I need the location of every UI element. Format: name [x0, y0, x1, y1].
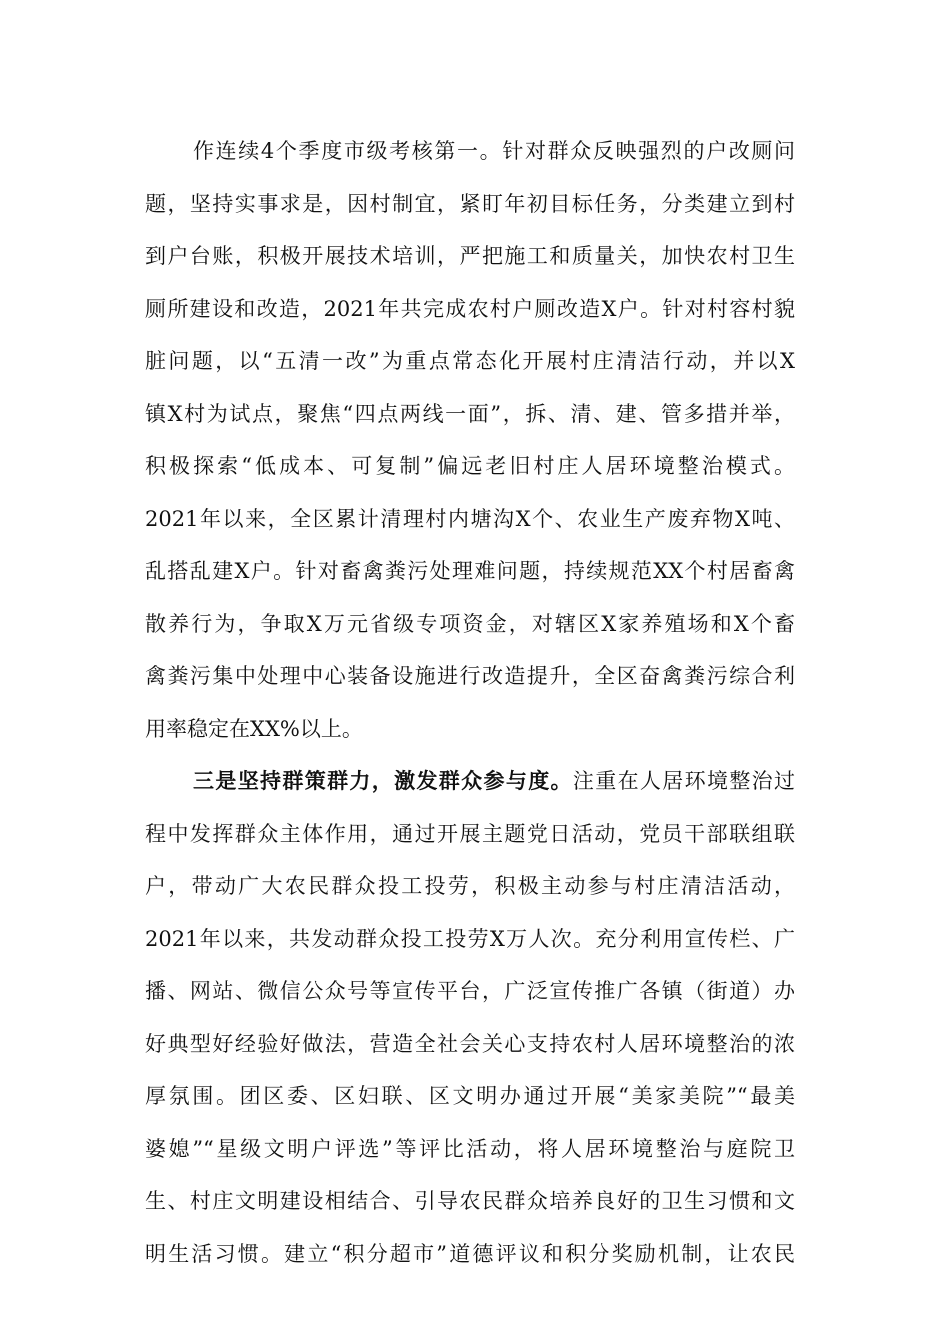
- paragraph-2-line-9: 生、村庄文明建设相结合、引导农民群众培养良好的卫生习惯和文: [145, 1189, 795, 1213]
- paragraph-1-line-5: 脏问题，以“五清一改”为重点常态化开展村庄清洁行动，并以X: [145, 349, 795, 373]
- paragraph-2-line-8: 婆媳”“星级文明户评选”等评比活动，将人居环境整治与庭院卫: [145, 1137, 795, 1161]
- paragraph-1-line-4: 厕所建设和改造，2021年共完成农村户厕改造X户。针对村容村貌: [145, 297, 795, 321]
- paragraph-1-line-12: 用率稳定在XX%以上。: [145, 717, 363, 741]
- paragraph-2-line-4: 2021年以来，共发动群众投工投劳X万人次。充分利用宣传栏、广: [145, 927, 795, 951]
- paragraph-1-line-1: 作连续4个季度市级考核第一。针对群众反映强烈的户改厕问: [193, 139, 795, 163]
- paragraph-2-line-1: [193, 761, 795, 801]
- paragraph-1-line-7: 积极探索“低成本、可复制”偏远老旧村庄人居环境整治模式。: [145, 454, 795, 478]
- paragraph-2-line-5: 播、网站、微信公众号等宣传平台，广泛宣传推广各镇（街道）办: [145, 979, 795, 1003]
- paragraph-1-line-9: 乱搭乱建X户。针对畜禽粪污处理难问题，持续规范XX个村居畜禽: [145, 559, 795, 583]
- paragraph-1-line-11: 禽粪污集中处理中心装备设施进行改造提升，全区奋禽粪污综合利: [145, 664, 795, 688]
- paragraph-1-line-3: 到户台账，积极开展技术培训，严把施工和质量关，加快农村卫生: [145, 244, 795, 268]
- paragraph-1-line-2: 题，坚持实事求是，因村制宜，紧盯年初目标任务，分类建立到村: [145, 192, 795, 216]
- paragraph-2-line-7: 厚氛围。团区委、区妇联、区文明办通过开展“美家美院”“最美: [145, 1084, 795, 1108]
- paragraph-2-line-6: 好典型好经验好做法，营造全社会关心支持农村人居环境整治的浓: [145, 1032, 795, 1056]
- paragraph-2-heading: 三是坚持群策群力，激发群众参与度。: [193, 768, 573, 793]
- paragraph-1-line-10: 散养行为，争取X万元省级专项资金，对辖区X家养殖场和X个畜: [145, 612, 795, 636]
- paragraph-2-line-2: 程中发挥群众主体作用，通过开展主题党日活动，党员干部联组联: [145, 822, 795, 846]
- paragraph-2-line-1-rest: 注重在人居环境整治过: [572, 769, 795, 793]
- paragraph-2-line-3: 户，带动广大农民群众投工投劳，积极主动参与村庄清洁活动，: [145, 874, 795, 898]
- paragraph-2-line-10: 明生活习惯。建立“积分超市”道德评议和积分奖励机制，让农民: [145, 1242, 795, 1266]
- paragraph-1-line-6: 镇X村为试点，聚焦“四点两线一面”，拆、清、建、管多措并举，: [145, 402, 795, 426]
- paragraph-1-line-8: 2021年以来，全区累计清理村内塘沟X个、农业生产废弃物X吨、: [145, 507, 795, 531]
